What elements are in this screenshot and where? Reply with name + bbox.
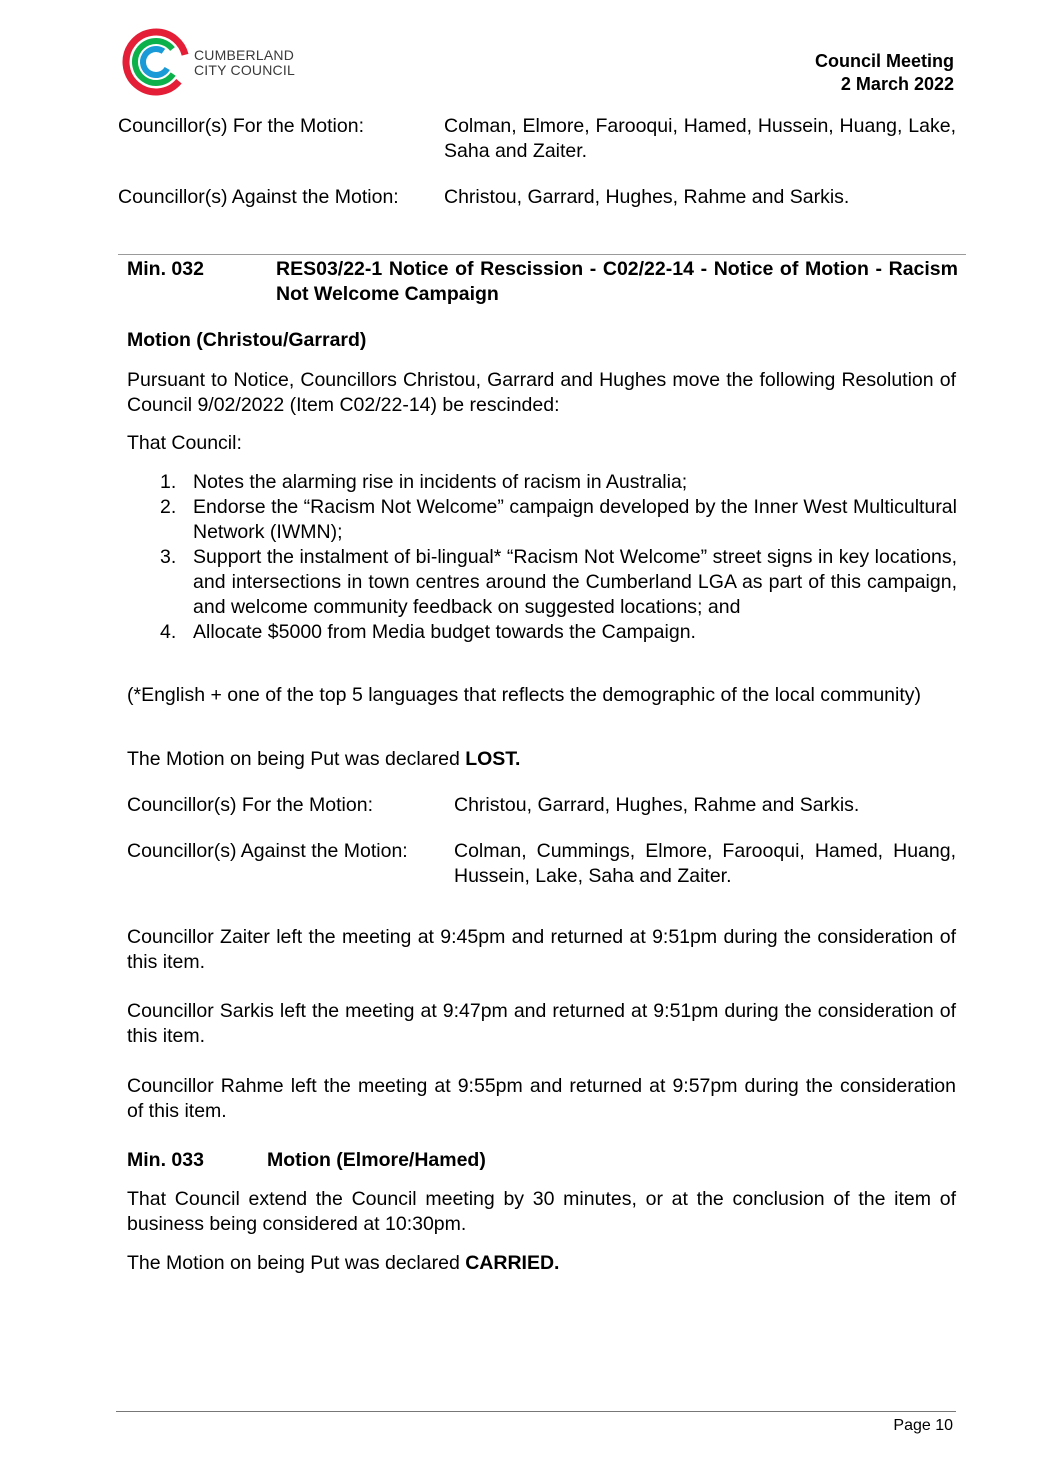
min032-note-rahme: Councillor Rahme left the meeting at 9:55pm and returned at 9:57pm during the consideration of this item.	[127, 1075, 956, 1122]
min032-motion-heading: Motion (Christou/Garrard)	[127, 329, 367, 351]
prev-for-label: Councillor(s) For the Motion:	[118, 115, 364, 137]
list-item-text: Endorse the “Racism Not Welcome” campaign developed by the Inner West Multicultural Network (IWMN);	[193, 496, 957, 543]
list-item-number: 1.	[160, 471, 177, 493]
prev-against-value: Christou, Garrard, Hughes, Rahme and Sarkis.	[444, 186, 850, 208]
min032-note-zaiter: Councillor Zaiter left the meeting at 9:45pm and returned at 9:51pm during the consideration of this item.	[127, 926, 956, 973]
list-item-number: 4.	[160, 621, 177, 643]
council-logo-icon	[120, 22, 194, 102]
min032-that-council: That Council:	[127, 432, 242, 454]
prev-against-label: Councillor(s) Against the Motion:	[118, 186, 399, 208]
min032-number: Min. 032	[127, 258, 204, 280]
list-item	[127, 545, 957, 620]
min033-result-line	[127, 1251, 559, 1276]
list-item	[127, 495, 957, 545]
meeting-date: 2 March 2022	[840, 74, 954, 94]
min032-resolution-list	[127, 470, 957, 645]
list-item-text: Allocate $5000 from Media budget towards the Campaign.	[193, 621, 696, 643]
min032-against-label: Councillor(s) Against the Motion:	[127, 840, 408, 862]
result-lost: LOST.	[465, 748, 521, 770]
meeting-title: Council Meeting	[815, 51, 954, 71]
list-item-number: 2.	[160, 496, 177, 518]
min032-against-value: Colman, Cummings, Elmore, Farooqui, Hamed, Huang, Hussein, Lake, Saha and Zaiter.	[454, 840, 956, 887]
min032-intro: Pursuant to Notice, Councillors Christou, Garrard and Hughes move the following Resolution of Council 9/02/2022 (Item C02/22-14) be rescinded:	[127, 369, 956, 416]
logo-line-2: CITY COUNCIL	[194, 62, 295, 78]
min033-number: Min. 033	[127, 1149, 204, 1171]
list-item-text: Support the instalment of bi-lingual* “Racism Not Welcome” street signs in key locations, and intersections in town centres around the Cumberland LGA as part of this campaign, and welcome community feedback on suggested locations; and	[193, 546, 957, 618]
result-prefix: The Motion on being Put was declared	[127, 1252, 466, 1274]
min032-for-label: Councillor(s) For the Motion:	[127, 794, 373, 816]
result-carried: CARRIED.	[465, 1252, 560, 1274]
result-prefix: The Motion on being Put was declared	[127, 748, 466, 770]
logo-wordmark	[194, 48, 295, 78]
min032-title: RES03/22-1 Notice of Rescission - C02/22-14 - Notice of Motion - Racism Not Welcome Campaign	[276, 258, 958, 305]
min033-body: That Council extend the Council meeting by 30 minutes, or at the conclusion of the item of business being considered at 10:30pm.	[127, 1188, 956, 1235]
meeting-header	[815, 50, 954, 96]
footer-divider	[116, 1411, 956, 1412]
list-item-number: 3.	[160, 546, 177, 568]
list-item-text: Notes the alarming rise in incidents of racism in Australia;	[193, 471, 688, 493]
list-item	[127, 470, 957, 495]
min032-footnote: (*English + one of the top 5 languages that reflects the demographic of the local community)	[127, 684, 922, 706]
min032-note-sarkis: Councillor Sarkis left the meeting at 9:47pm and returned at 9:51pm during the consideration of this item.	[127, 1000, 956, 1047]
logo-line-1: CUMBERLAND	[194, 47, 295, 63]
min033-title: Motion (Elmore/Hamed)	[267, 1149, 486, 1171]
council-logo	[120, 22, 310, 102]
min032-for-value: Christou, Garrard, Hughes, Rahme and Sarkis.	[454, 794, 860, 816]
min032-result-line	[127, 747, 520, 772]
prev-for-value: Colman, Elmore, Farooqui, Hamed, Hussein, Huang, Lake, Saha and Zaiter.	[444, 115, 956, 162]
list-item	[127, 620, 957, 645]
section-divider	[118, 254, 966, 255]
page-number: Page 10	[893, 1417, 953, 1434]
